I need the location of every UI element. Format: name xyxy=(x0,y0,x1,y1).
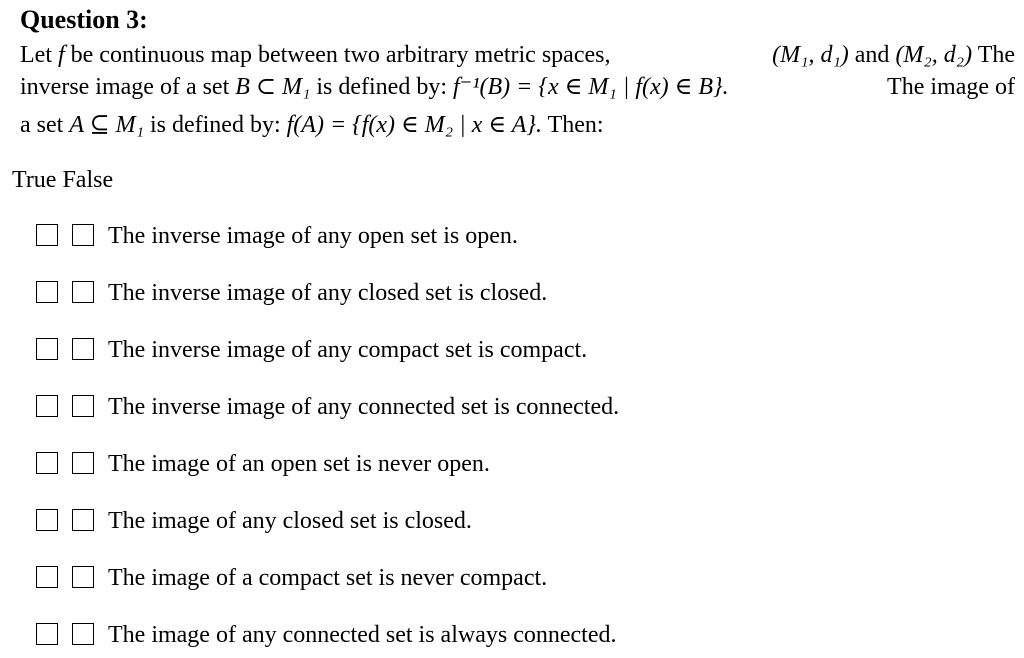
false-checkbox[interactable] xyxy=(72,509,94,531)
true-checkbox[interactable] xyxy=(36,224,58,246)
statement-text: The inverse image of any compact set is compact. xyxy=(108,337,588,363)
statement-row xyxy=(0,620,1024,650)
statement-text: The inverse image of any closed set is closed. xyxy=(108,280,548,306)
intro-text: The image of xyxy=(887,74,1015,100)
math-space-1: (M₁, d₁) xyxy=(772,42,849,68)
statement-row xyxy=(0,221,1024,251)
statement-text: The image of an open set is never open. xyxy=(108,451,490,477)
true-checkbox[interactable] xyxy=(36,281,58,303)
math-set-b: B ⊂ M₁ xyxy=(235,74,311,100)
false-checkbox[interactable] xyxy=(72,338,94,360)
statement-row xyxy=(0,563,1024,593)
statement-text: The inverse image of any connected set is connected. xyxy=(108,394,620,420)
math-set-a: A ⊆ M₁ xyxy=(69,112,144,138)
statement-row xyxy=(0,449,1024,479)
true-checkbox[interactable] xyxy=(36,452,58,474)
statement-row xyxy=(0,506,1024,536)
intro-line-2 xyxy=(20,72,1015,102)
true-checkbox[interactable] xyxy=(36,338,58,360)
intro-text: (M₁, d₁) and (M₂, d₂) The xyxy=(772,42,1015,68)
statement-text: The image of any connected set is always connected. xyxy=(108,622,617,648)
true-checkbox[interactable] xyxy=(36,566,58,588)
false-checkbox[interactable] xyxy=(72,224,94,246)
statement-text: The inverse image of any open set is open. xyxy=(108,223,518,249)
intro-line-3: a set A ⊆ M₁ is defined by: f(A) = {f(x) ∈ M₂ | x ∈ A}. Then: xyxy=(20,112,604,138)
false-checkbox[interactable] xyxy=(72,452,94,474)
statement-row xyxy=(0,278,1024,308)
statement-row xyxy=(0,335,1024,365)
statement-text: The image of a compact set is never compact. xyxy=(108,565,548,591)
false-checkbox[interactable] xyxy=(72,395,94,417)
inverse-image-formula: f⁻¹(B) = {x ∈ M₁ | f(x) ∈ B}. xyxy=(453,74,729,100)
false-checkbox[interactable] xyxy=(72,281,94,303)
statement-row xyxy=(0,392,1024,422)
image-formula: f(A) = {f(x) ∈ M₂ | x ∈ A}. xyxy=(286,112,542,138)
math-space-2: (M₂, d₂) xyxy=(895,42,973,68)
false-checkbox[interactable] xyxy=(72,566,94,588)
statement-text: The image of any closed set is closed. xyxy=(108,508,472,534)
false-checkbox[interactable] xyxy=(72,623,94,645)
intro-line-1 xyxy=(20,40,1015,70)
intro-text: Let f be continuous map between two arbitrary metric spaces, xyxy=(20,42,611,68)
true-checkbox[interactable] xyxy=(36,395,58,417)
true-false-header: True False xyxy=(12,167,114,193)
true-checkbox[interactable] xyxy=(36,623,58,645)
intro-text: inverse image of a set B ⊂ M₁ is defined by: f⁻¹(B) = {x ∈ M₁ | f(x) ∈ B}. xyxy=(20,74,729,100)
true-checkbox[interactable] xyxy=(36,509,58,531)
question-title: Question 3: xyxy=(20,5,148,34)
